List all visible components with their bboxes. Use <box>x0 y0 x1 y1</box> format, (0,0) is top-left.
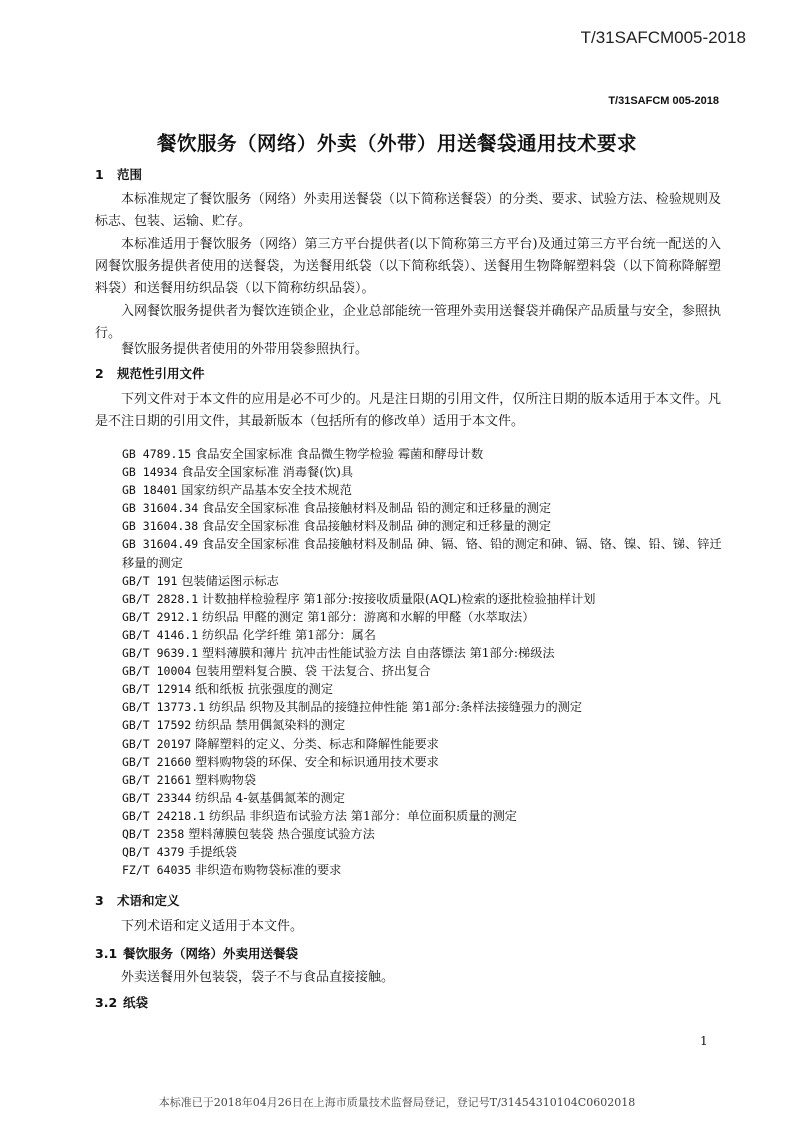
reference-code: GB/T 17592 <box>122 718 192 733</box>
reference-code: GB/T 9639.1 <box>122 646 199 661</box>
reference-item <box>122 662 722 680</box>
section-3-intro: 下列术语和定义适用于本文件。 <box>121 919 304 934</box>
standard-number: T/31SAFCM 005-2018 <box>608 95 719 107</box>
section-2-heading <box>95 364 205 382</box>
reference-code: GB/T 4146.1 <box>122 627 199 642</box>
reference-item <box>122 807 722 825</box>
subsection-3-1-text: 外卖送餐用外包装袋，袋子不与食品直接接触。 <box>121 970 395 985</box>
reference-title: 纺织品 禁用偶氮染料的测定 <box>195 718 346 733</box>
reference-title: 计数抽样检验程序 第1部分:按接收质量限(AQL)检索的逐批检验抽样计划 <box>202 591 596 606</box>
reference-title: 塑料购物袋 <box>195 772 257 787</box>
document-title: 餐饮服务（网络）外卖（外带）用送餐袋通用技术要求 <box>156 132 637 155</box>
section-number: 2 <box>95 366 104 381</box>
reference-item <box>122 825 722 843</box>
reference-item <box>122 572 722 590</box>
reference-title: 食品安全国家标准 食品接触材料及制品 铅的测定和迁移量的测定 <box>202 501 552 516</box>
reference-item <box>122 535 722 571</box>
reference-title: 食品安全国家标准 食品接触材料及制品 砷的测定和迁移量的测定 <box>202 519 552 534</box>
reference-code: QB/T 2358 <box>122 826 185 841</box>
section-1-heading <box>95 165 142 183</box>
reference-title: 纺织品 织物及其制品的接缝拉伸性能 第1部分:条样法接缝强力的测定 <box>208 700 583 715</box>
reference-item <box>122 608 722 626</box>
section-number: 1 <box>95 167 104 182</box>
reference-code: GB/T 21660 <box>122 754 192 769</box>
reference-title: 纺织品 化学纤维 第1部分：属名 <box>202 627 376 642</box>
subsection-3-1-heading <box>95 944 298 962</box>
reference-item <box>122 716 722 734</box>
section-title: 规范性引用文件 <box>117 366 205 381</box>
reference-title: 塑料薄膜包装袋 热合强度试验方法 <box>188 826 375 841</box>
reference-title: 食品安全国家标准 消毒餐(饮)具 <box>181 465 354 480</box>
reference-item <box>122 499 722 517</box>
section-1-paragraph-1: 本标准规定了餐饮服务（网络）外卖用送餐袋（以下简称送餐袋）的分类、要求、试验方法、检验规则及标志、包装、运输、贮存。 <box>95 192 721 229</box>
reference-title: 塑料购物袋的环保、安全和标识通用技术要求 <box>195 754 439 769</box>
reference-title: 纺织品 甲醛的测定 第1部分：游离和水解的甲醛（水萃取法） <box>202 609 535 624</box>
section-1-paragraph-2: 本标准适用于餐饮服务（网络）第三方平台提供者(以下简称第三方平台)及通过第三方平台统一配送的入网餐饮服务提供者使用的送餐袋，为送餐用纸袋（以下简称纸袋）、送餐用生物降解塑料袋（以下简称降解塑料袋）和送餐用纺织品袋（以下简称纺织品袋）。 <box>95 237 721 296</box>
page-number: 1 <box>700 1034 708 1048</box>
reference-item <box>122 590 722 608</box>
subsection-title: 餐饮服务（网络）外卖用送餐袋 <box>123 946 299 961</box>
reference-item <box>122 644 722 662</box>
reference-code: GB/T 191 <box>122 573 178 588</box>
reference-title: 塑料薄膜和薄片 抗冲击性能试验方法 自由落镖法 第1部分:梯级法 <box>202 646 555 661</box>
reference-item <box>122 698 722 716</box>
reference-item <box>122 445 722 463</box>
reference-code: GB 4789.15 <box>122 447 192 461</box>
subsection-number: 3.2 <box>95 995 118 1010</box>
registration-footer: 本标准已于2018年04月26日在上海市质量技术监督局登记，登记号T/31454310104C0602018 <box>158 1096 636 1109</box>
reference-code: GB/T 24218.1 <box>122 808 206 823</box>
reference-title: 国家纺织产品基本安全技术规范 <box>181 483 352 498</box>
reference-item <box>122 843 722 861</box>
reference-code: GB/T 23344 <box>122 790 192 805</box>
reference-code: GB/T 12914 <box>122 682 192 697</box>
section-1-paragraph-3: 入网餐饮服务提供者为餐饮连锁企业，企业总部能统一管理外卖用送餐袋并确保产品质量与安全，参照执行。 <box>95 304 721 341</box>
header-standard-code: T/31SAFCM005-2018 <box>580 28 746 47</box>
reference-title: 降解塑料的定义、分类、标志和降解性能要求 <box>195 736 439 751</box>
reference-item <box>122 481 722 499</box>
reference-item <box>122 735 722 753</box>
reference-code: GB 14934 <box>122 465 178 480</box>
reference-title: 纺织品 4-氨基偶氮苯的测定 <box>195 790 345 805</box>
reference-title: 食品安全国家标准 食品微生物学检验 霉菌和酵母计数 <box>195 447 484 461</box>
reference-code: GB/T 20197 <box>122 736 192 751</box>
section-title: 范围 <box>117 167 143 182</box>
reference-code: FZ/T 64035 <box>122 863 192 878</box>
reference-item <box>122 861 722 879</box>
reference-code: QB/T 4379 <box>122 845 185 860</box>
reference-code: GB/T 10004 <box>122 664 192 679</box>
reference-title: 纺织品 非织造布试验方法 第1部分：单位面积质量的测定 <box>208 808 517 823</box>
subsection-3-2-heading <box>95 993 148 1011</box>
reference-code: GB/T 2912.1 <box>122 609 199 624</box>
reference-title: 纸和纸板 抗张强度的测定 <box>195 682 334 697</box>
reference-title: 手提纸袋 <box>188 845 237 860</box>
section-number: 3 <box>95 893 104 908</box>
reference-code: GB/T 2828.1 <box>122 591 199 606</box>
reference-code: GB 31604.34 <box>122 501 199 516</box>
reference-item <box>122 771 722 789</box>
reference-item <box>122 680 722 698</box>
reference-item <box>122 626 722 644</box>
reference-code: GB 31604.49 <box>122 537 199 552</box>
reference-title: 食品安全国家标准 食品接触材料及制品 砷、镉、铬、铅的测定和砷、镉、铬、镍、铅、锑、锌迁移量的测定 <box>122 537 722 570</box>
section-3-heading <box>95 891 180 909</box>
reference-code: GB 18401 <box>122 483 178 498</box>
reference-item <box>122 789 722 807</box>
subsection-number: 3.1 <box>95 946 118 961</box>
reference-code: GB/T 21661 <box>122 772 192 787</box>
subsection-title: 纸袋 <box>123 995 149 1010</box>
reference-item <box>122 517 722 535</box>
section-title: 术语和定义 <box>117 893 180 908</box>
reference-title: 非织造布购物袋标准的要求 <box>195 863 342 878</box>
reference-code: GB 31604.38 <box>122 519 199 534</box>
reference-item <box>122 753 722 771</box>
section-1-paragraph-4: 餐饮服务提供者使用的外带用袋参照执行。 <box>121 342 369 357</box>
reference-title: 包装储运图示标志 <box>181 573 279 588</box>
reference-code: GB/T 13773.1 <box>122 700 206 715</box>
reference-item <box>122 463 722 481</box>
section-2-intro: 下列文件对于本文件的应用是必不可少的。凡是注日期的引用文件，仅所注日期的版本适用于本文件。凡是不注日期的引用文件，其最新版本（包括所有的修改单）适用于本文件。 <box>95 392 721 429</box>
reference-title: 包装用塑料复合膜、袋 干法复合、挤出复合 <box>195 664 431 679</box>
reference-list <box>122 445 722 879</box>
